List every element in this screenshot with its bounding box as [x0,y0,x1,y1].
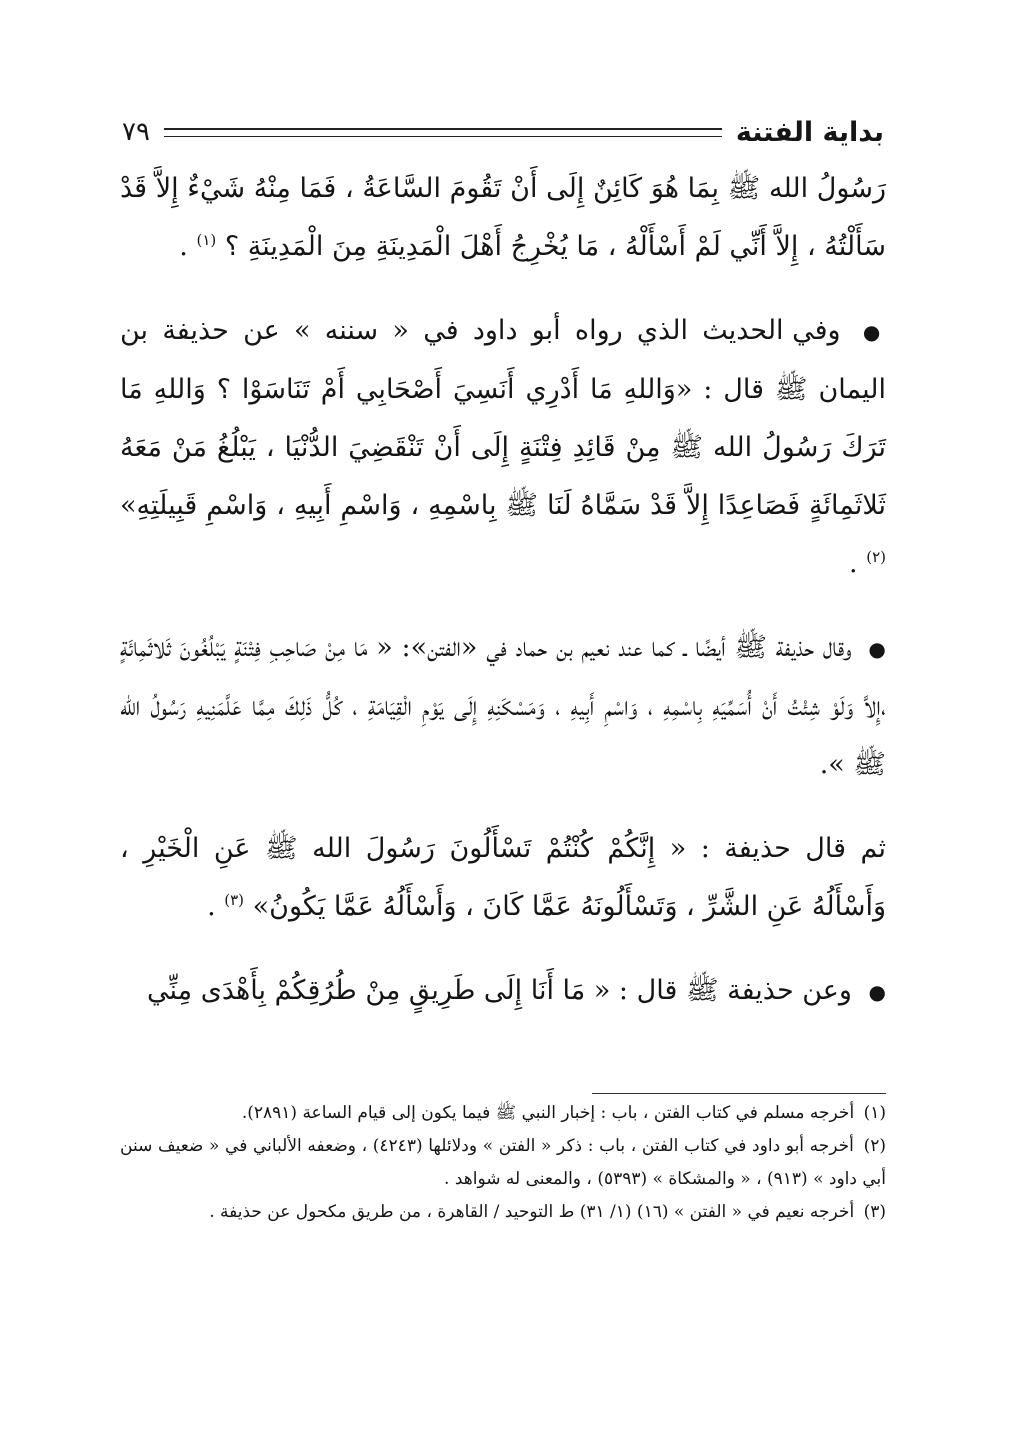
footnote-reference[interactable]: (١) [196,231,217,249]
footnotes [120,1097,886,1229]
running-header [122,112,884,152]
paragraph [120,962,886,1021]
paragraph [120,619,886,794]
footnote-number: (٣) [863,1202,886,1222]
paragraph-text: وقال حذيفة ﷺ أيضًا ـ كما عند نعيم بن حماد في «الفتن»: « مَا مِنْ صَاحِبِ فِتْنَةٍ يَبْلُغُونَ ثَلاثَمِائَةٍ ،إِلاَّ وَلَوْ شِئْتُ أَنْ أُسَمِّيَهِ بِاسْمِهِ ، وَاسْمِ أَبِيهِ ، وَمَسْكَنِهِ إِلَى يَوْمِ الْقِيَامَةِ ، كُلُّ ذَلِكَ مِمَّا عَلَّمَنِيهِ رَسُولُ الله ﷺ ». [120,632,886,780]
paragraph [120,302,886,593]
header-rule [164,128,722,137]
footnote [120,1097,886,1130]
footnote-reference[interactable]: (٢) [866,548,886,566]
running-title: بداية الفتنة [735,116,884,148]
paragraph [120,160,886,276]
paragraph-end: . [207,891,216,922]
footnote [120,1130,886,1196]
footnote-text: أخرجه مسلم في كتاب الفتن ، باب : إخبار النبي ﷺ فيما يكون إلى قيام الساعة (٢٨٩١). [241,1103,855,1123]
bullet-icon: ● [868,980,886,1004]
paragraph-end: . [179,231,188,262]
body-text [120,160,886,1047]
bullet-icon: ● [862,320,886,344]
paragraph-text: ثم قال حذيفة : « إِنَّكُمْ كُنْتُمْ تَسْأَلُونَ رَسُولَ الله ﷺ عَنِ الْخَيْرِ ، وَأَسْأَلُهُ عَنِ الشَّرِّ ، وَتَسْأَلُونَهُ عَمَّا كَانَ ، وَأَسْأَلُهُ عَمَّا يَكُونُ» [120,833,886,922]
paragraph [120,820,886,936]
footnote-separator [592,1093,886,1094]
footnote [120,1196,886,1229]
paragraph-text: رَسُولُ الله ﷺ بِمَا هُوَ كَائِنٌ إِلَى أَنْ تَقُومَ السَّاعَةُ ، فَمَا مِنْهُ شَيْءٌ إِلاَّ قَدْ سَأَلْتُهُ ، إِلاَّ أَنِّي لَمْ أَسْأَلْهُ ، مَا يُخْرِجُ أَهْلَ الْمَدِينَةِ مِنَ الْمَدِينَةِ ؟ [120,173,886,262]
footnote-reference[interactable]: (٣) [224,891,245,909]
paragraph-text: وعن حذيفة ﷺ قال : « مَا أَنَا إِلَى طَرِيقٍ مِنْ طُرُقِكُمْ بِأَهْدَى مِنِّي [147,975,852,1006]
page-number: ٧٩ [122,117,150,147]
footnote-text: أخرجه نعيم في « الفتن » (١٦) (١/ ٣١) ط التوحيد / القاهرة ، من طريق مكحول عن حذيفة . [209,1202,855,1222]
paragraph-end: . [849,548,858,579]
footnote-number: (١) [863,1103,886,1123]
footnote-number: (٢) [863,1136,886,1156]
paragraph-text: وفي الحديث الذي رواه أبو داود في « سننه » عن حذيفة بن اليمان ﷺ قال : «وَاللهِ مَا أَدْرِي أَنَسِيَ أَصْحَابِي أَمْ تَنَاسَوْا ؟ وَاللهِ مَا تَرَكَ رَسُولُ الله ﷺ مِنْ قَائِدِ فِتْنَةٍ إِلَى أَنْ تَنْقَضِيَ الدُّنْيَا ، يَبْلُغُ مَنْ مَعَهُ ثَلاثَمِائَةٍ فَصَاعِدًا إِلاَّ قَدْ سَمَّاهُ لَنَا ﷺ بِاسْمِهِ ، وَاسْمِ أَبِيهِ ، وَاسْمِ قَبِيلَتِهِ» [120,315,886,521]
bullet-icon: ● [868,637,887,661]
footnote-text: أخرجه أبو داود في كتاب الفتن ، باب : ذكر « الفتن » ودلائلها (٤٢٤٣) ، وضعفه الألباني في « ضعيف سنن أبي داود » (٩١٣) ، « والمشكاة » (٥٣٩٣) ، والمعنى له شواهد . [120,1136,886,1189]
